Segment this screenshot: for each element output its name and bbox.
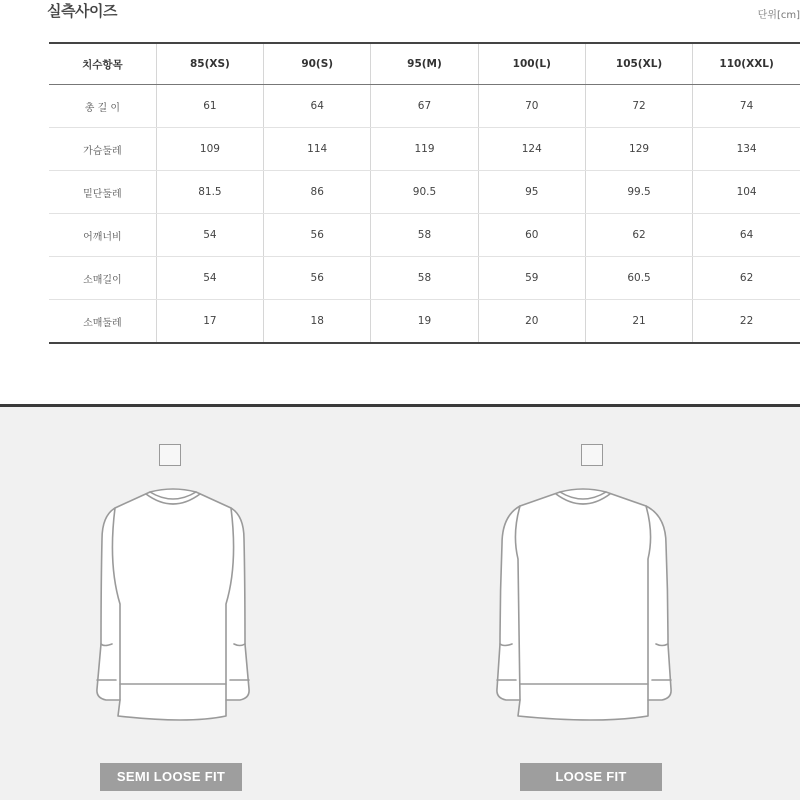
column-header: 110(XXL) [693,43,800,85]
table-row [49,257,800,300]
fit-checkbox[interactable] [159,444,181,466]
table-cell: 104 [693,171,800,214]
table-cell: 109 [156,128,263,171]
table-cell: 54 [156,214,263,257]
row-label: 소매길이 [49,257,156,300]
table-cell: 64 [264,85,371,128]
row-label: 총 길 이 [49,85,156,128]
table-header-row [49,43,800,85]
table-row [49,300,800,344]
table-cell: 17 [156,300,263,344]
table-cell: 70 [478,85,585,128]
table-cell: 19 [371,300,478,344]
table-row [49,214,800,257]
column-header: 100(L) [478,43,585,85]
fit-option-loose [400,407,800,800]
column-header: 95(M) [371,43,478,85]
column-header: 105(XL) [585,43,692,85]
table-cell: 54 [156,257,263,300]
table-cell: 18 [264,300,371,344]
page-title: 실측사이즈 [47,2,117,20]
sweater-icon [478,484,688,729]
table-cell: 61 [156,85,263,128]
fit-label: SEMI LOOSE FIT [100,763,242,791]
table-cell: 56 [264,257,371,300]
column-header: 치수항목 [49,43,156,85]
table-cell: 64 [693,214,800,257]
table-cell: 58 [371,214,478,257]
table-row [49,128,800,171]
table-cell: 20 [478,300,585,344]
table-cell: 124 [478,128,585,171]
size-table [49,42,800,344]
row-label: 밑단둘레 [49,171,156,214]
table-cell: 72 [585,85,692,128]
table-cell: 81.5 [156,171,263,214]
table-cell: 56 [264,214,371,257]
table-cell: 95 [478,171,585,214]
table-row [49,85,800,128]
table-cell: 21 [585,300,692,344]
table-row [49,171,800,214]
table-cell: 22 [693,300,800,344]
table-cell: 62 [585,214,692,257]
table-cell: 119 [371,128,478,171]
fit-label: LOOSE FIT [520,763,662,791]
table-cell: 59 [478,257,585,300]
table-cell: 129 [585,128,692,171]
fit-guide-section [0,407,800,800]
sweater-icon [68,484,278,729]
row-label: 가슴둘레 [49,128,156,171]
table-cell: 90.5 [371,171,478,214]
column-header: 85(XS) [156,43,263,85]
fit-checkbox[interactable] [581,444,603,466]
unit-label: 단위[cm] [757,10,800,21]
column-header: 90(S) [264,43,371,85]
row-label: 어깨너비 [49,214,156,257]
table-cell: 67 [371,85,478,128]
row-label: 소매둘레 [83,317,122,329]
table-cell: 62 [693,257,800,300]
table-cell: 99.5 [585,171,692,214]
table-cell: 60 [478,214,585,257]
table-cell: 74 [693,85,800,128]
fit-option-semi-loose [0,407,400,800]
table-cell: 114 [264,128,371,171]
table-cell: 86 [264,171,371,214]
table-cell: 134 [693,128,800,171]
table-cell: 58 [371,257,478,300]
table-cell: 60.5 [585,257,692,300]
